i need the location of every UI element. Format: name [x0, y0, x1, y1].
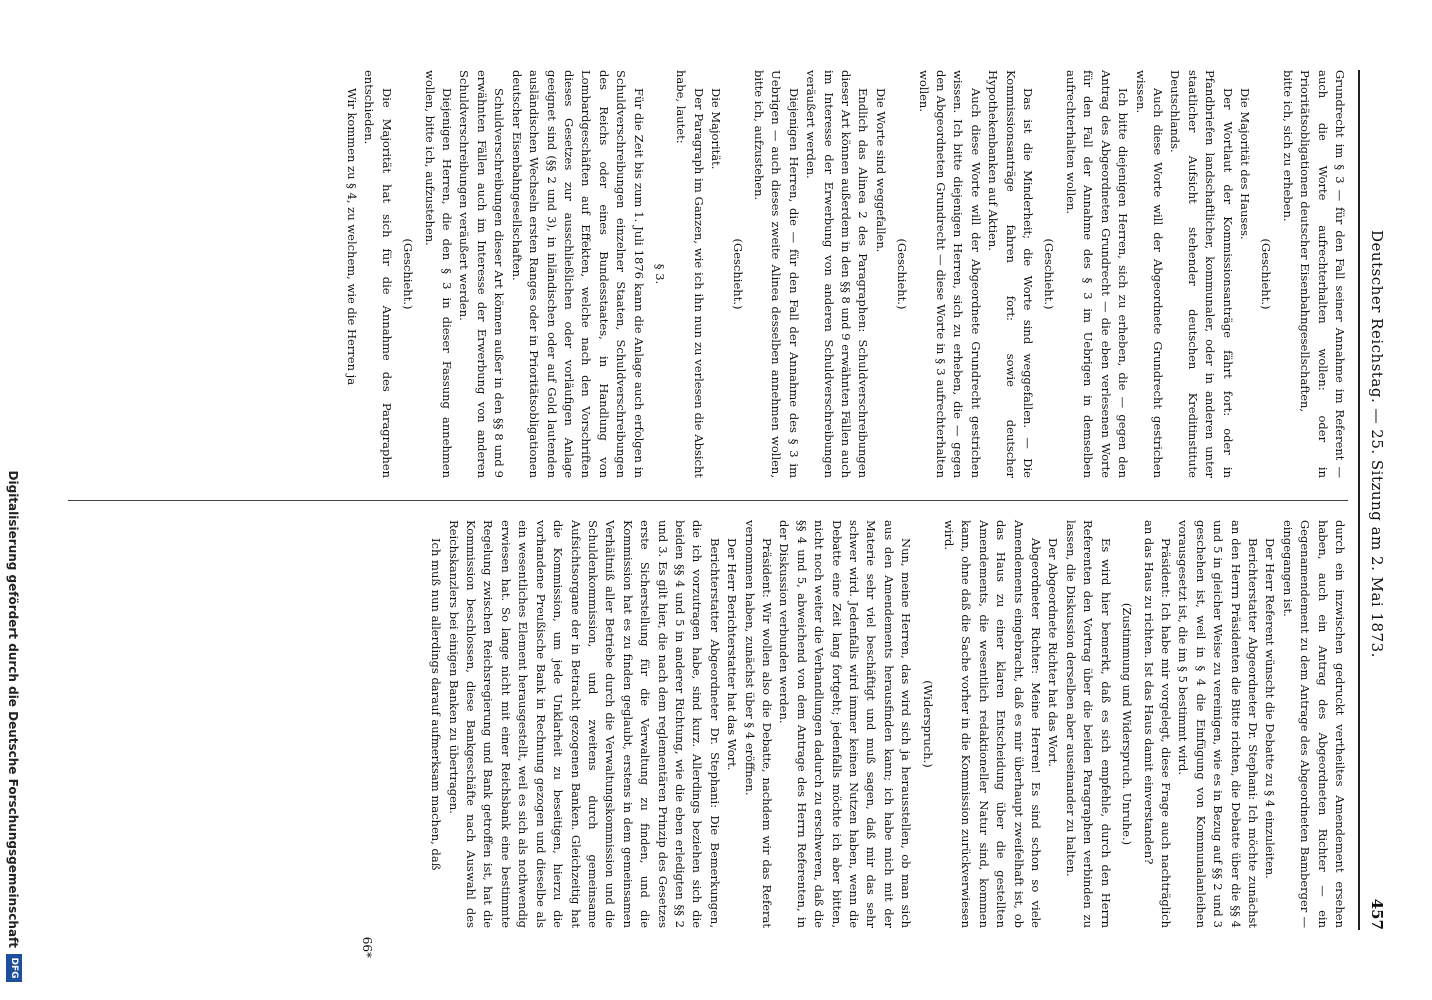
page-header — [1360, 70, 1386, 930]
paragraph: Auch diese Worte will der Abgeordnete Grundrecht gestrichen wissen. Ich bitte diejenigen Herren, sich zu erheben, die — gegen den Abgeordneten Grundrecht — diese Worte in § 3 aufrechterhalten wollen. — [916, 70, 983, 478]
paragraph: Der Herr Berichterstatter hat das Wort. — [725, 538, 740, 771]
credit-text: Digitalisierung gefördert durch die Deutsche Forschungsgemeinschaft — [6, 470, 20, 948]
running-title: Deutscher Reichstag. — 25. Sitzung am 2. Mai 1873. — [1368, 230, 1386, 658]
paragraph: bitte ich, sich zu erheben. — [1280, 70, 1295, 222]
center-note: (Widerspruch.) — [920, 680, 935, 768]
paragraph: Endlich das Alinea 2 des Paragraphen: Schuldverschreibungen dieser Art können außerdem in den §§ 8 und 9 erwähnten Fällen auch im Interesse der Erwerbung von anderen Schuldverschreibungen veräußert werden. — [804, 70, 871, 478]
header-rule — [1358, 70, 1360, 930]
center-note: § 3. — [652, 263, 667, 285]
paragraph: Die Worte sind weggefallen. — [873, 88, 888, 253]
paragraph: Wir kommen zu § 4, zu welchem, wie die Herren ja — [345, 88, 360, 386]
dfg-logo: DFG — [6, 954, 22, 982]
paragraph: Die Majorität. — [709, 88, 724, 170]
digitization-credit — [0, 8, 22, 988]
left-column — [343, 70, 1348, 478]
center-note: (Zustimmung und Widerspruch. Unruhe.) — [1120, 602, 1135, 846]
paragraph: Der Paragraph im Ganzen, wie ich ihn nun zu verlesen die Absicht habe, lautet: — [674, 70, 706, 478]
paragraph: Ich bitte diejenigen Herren, sich zu erheben, die — gegen den Antrag des Abgeordneten Grundrecht — die eben verlesenen Worte für den Fall der Annahme des § 3 im Uebrigen in demselben aufrechterhalten wollen. — [1063, 70, 1131, 478]
paragraph: Präsident: Ich habe mir vorgelegt, diese Frage auch nachträglich an das Haus zu richten. Ist das Haus damit einverstanden? — [1141, 520, 1173, 928]
center-note: (Geschieht.) — [401, 238, 416, 310]
right-column — [427, 520, 1348, 928]
paragraph: Die Majorität des Hauses. — [1237, 88, 1252, 240]
paragraph: Diejenigen Herren, die — für den Fall der Annahme des § 3 im Uebrigen — auch dieses zweite Alinea desselben annehmen wollen, bitte ich, aufzustehen. — [752, 70, 801, 478]
paragraph: Ich muß nun allerdings darauf aufmerksam machen, daß — [429, 538, 444, 871]
center-note: (Geschieht.) — [1042, 238, 1057, 310]
paragraph: Berichterstatter Abgeordneter Dr. Stephani: Die Bemerkungen, die ich vorzutragen habe, sind kurz. Allerdings beziehen sich die beiden §§ 4 und 5 in anderer Richtung, wie die eben erledigten §§ 2 und 3. Es gilt hier, die nach dem reglementären Prinzip des Gesetzes erste Sicherstellung für die Verwaltung zu finden, und die Kommission hat es zu finden geglaubt, erstens in dem gemeinsamen Verhältniß aller Betriebe durch die Verwaltungskommission und die Schuldenkommission, und zweitens durch gemeinsame Aufsichtsorgane der in Betracht gezogenen Banken. Gleichzeitig hat die Kommission, um jede Unklarheit zu beseitigen, hierzu die vorhandene Preußische Bank in Rechnung gezogen und dieselbe als ein wesentliches Element herausgestellt, weil es sich als nothwendig erwiesen hat. So lange nicht mit einer Reichsbank eine bestimmte Regelung zwischen Reichsregierung und Bank getroffen ist, hat die Kommission beschlossen, diese Bankgeschäfte nach Auswahl des Reichskanzlers bei einigen Banken zu übertragen. — [446, 520, 722, 928]
center-note: (Geschieht.) — [730, 238, 745, 310]
paragraph: Schuldverschreibungen dieser Art können außer in den §§ 8 und 9 erwähnten Fällen auch im Interesse der Erwerbung von anderen Schuldverschreibungen veräußert werden. — [457, 70, 507, 478]
paragraph: Das ist die Minderheit; die Worte sind weggefallen. — Die Kommissionsanträge fahren fort: sowie deutscher Hypothekenbanken auf Aktien. — [986, 70, 1036, 478]
paragraph: Grundrecht im § 3 — für den Fall seiner Annahme im Referent — auch die Worte aufrechterhalten wollen: oder in Prioritätsobligationen deutscher Eisenbahngesellschaften, — [1298, 70, 1347, 478]
paragraph: Nun, meine Herren, das wird sich ja herausstellen, ob man sich aus den Amendements herausfinden kann; ich habe mich mit der Materie sehr viel beschäftigt und muß sagen, daß mir das sehr schwer wird. Jedenfalls wird immer keinen Nutzen haben, wenn die Debatte eine Zeit lang fortgeht; jedenfalls möchte ich aber bitten, nicht noch weiter die Verhandlungen dadurch zu erschweren, daß die §§ 4 und 5, abweichend von dem Antrage des Herrn Referenten, in der Diskussion verbunden werden. — [777, 520, 914, 928]
paragraph: Der Herr Referent wünscht die Debatte zu § 4 einzuleiten. — [1263, 538, 1278, 879]
paragraph: Berichterstatter Abgeordneter Dr. Stephani: Ich möchte zunächst an den Herrn Präsidenten die Bitte richten, die Debatte über die §§ 4 und 5 in gleicher Weise zu vereinigen, wie es in Bezug auf §§ 2 und 3 geschehen ist, weil in § 4 die Einfügung von Kommunalanleihen vorausgesetzt ist, die im § 5 bestimmt wird. — [1176, 520, 1260, 928]
signature-mark: 66* — [360, 936, 374, 958]
paragraph: Für die Zeit bis zum 1. Juli 1876 kann die Anlage auch erfolgen in Schuldverschreibungen einzelner Staaten, Schuldverschreibungen des Reichs oder eines Bundesstaates, in Handlung von Lombardgeschäften auf Effekten, welche nach den Vorschriften dieses Gesetzes zur ausschließlichen oder vorläufigen Anlage geeignet sind (§§ 2 und 3), in inländischen oder auf Gold lautenden ausländischen Wechseln ersten Ranges oder in Prioritätsobligationen deutscher Eisenbahngesellschaften. — [509, 70, 646, 478]
page-number: 457 — [1368, 898, 1386, 930]
paragraph: Abgeordneter Richter: Meine Herren! Es sind schon so viele Amendements eingebracht, daß es mir überhaupt zweifelhaft ist, ob das Haus zu einer klaren Entscheidung über die gestellten Amendements, die wesentlich redaktioneller Natur sind, kommen kann, ohne daß die Sache vorher in die Kommission zurückverwiesen wird. — [942, 520, 1044, 928]
paragraph: Diejenigen Herren, die den § 3 in dieser Fassung annehmen wollen, bitte ich, aufzustehen. — [422, 70, 455, 478]
paragraph: Die Majorität hat sich für die Annahme des Paragraphen entschieden. — [362, 70, 394, 478]
center-note: (Geschieht.) — [1259, 238, 1274, 310]
paragraph: Es wird hier bemerkt, daß es sich empfehle, durch den Herrn Referenten den Vortrag über die beiden Paragraphen verbinden zu lassen, die Diskussion derselben aber auseinander zu halten. — [1063, 520, 1113, 928]
paragraph: Der Abgeordnete Richter hat das Wort. — [1046, 538, 1061, 767]
paragraph: Auch diese Worte will der Abgeordnete Grundrecht gestrichen wissen. — [1133, 70, 1165, 478]
center-note: (Geschieht.) — [895, 238, 910, 310]
column-divider — [68, 500, 1348, 501]
paragraph: Präsident: Wir wollen also die Debatte, nachdem wir das Referat vernommen haben, zunächst über § 4 eröffnen. — [742, 520, 774, 928]
paragraph: Der Wortlaut der Kommissionsanträge fährt fort: oder in Pfandbriefen landschaftlicher, kommunaler, oder in anderen unter staatlicher Aufsicht stehender deutschen Kreditinstitute Deutschlands. — [1168, 70, 1235, 478]
paragraph: durch ein inzwischen gedruckt vertheiltes Amendement ersehen haben, auch ein Antrag des Abgeordneten Richter — ein Gegenamendement zu dem Antrage des Abgeordneten Bamberger — eingegangen ist. — [1280, 520, 1347, 928]
